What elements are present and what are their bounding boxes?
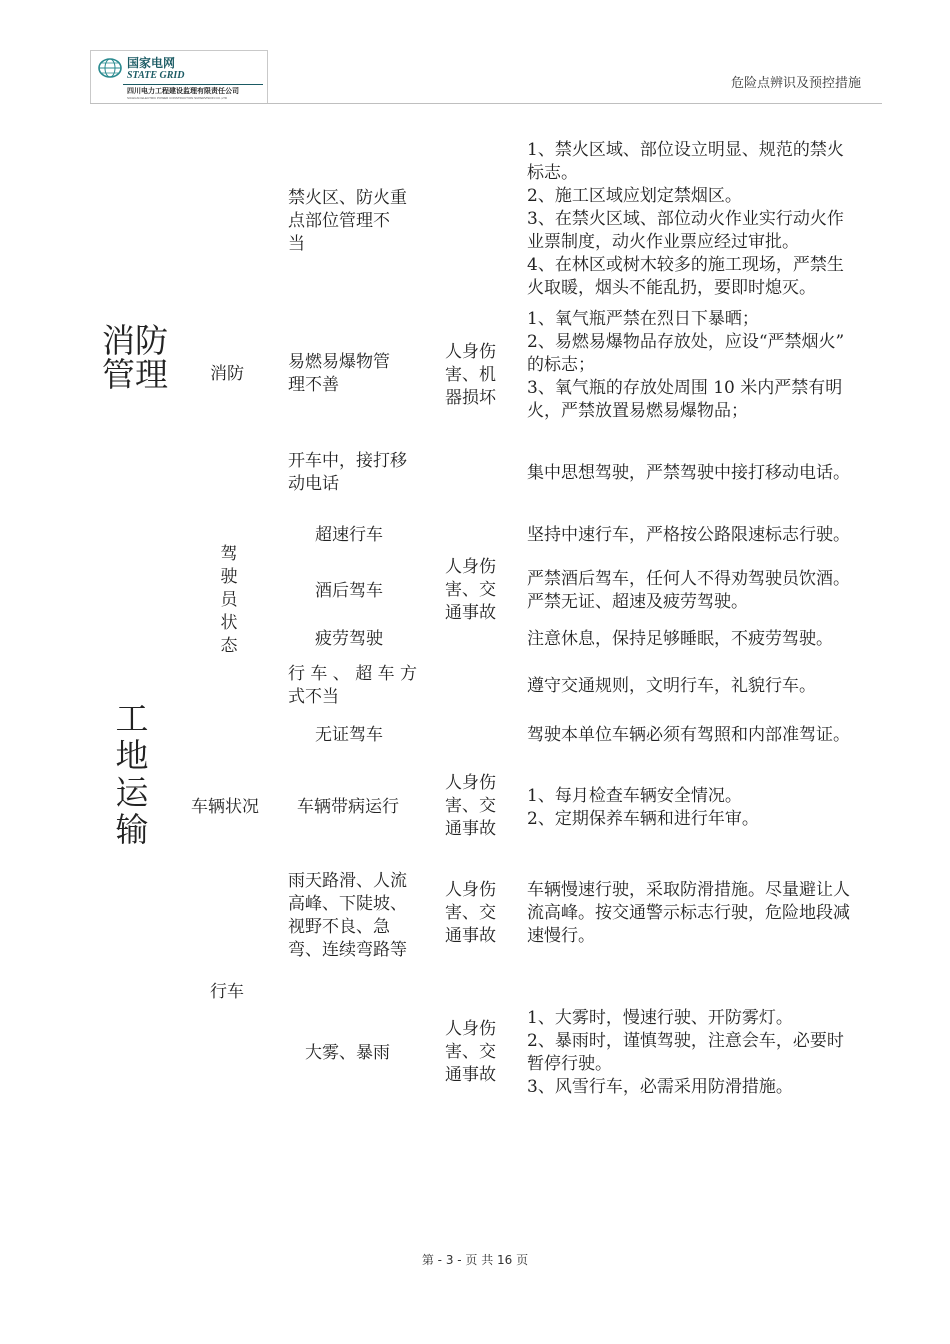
measures-cell: 集中思想驾驶，严禁驾驶中接打移动电话。 — [527, 463, 850, 483]
measures-cell: 1、大雾时，慢速行驶、开防雾灯。 2、暴雨时，谨慎驾驶，注意会车，必要时 暂停行驶。 3、风雪行车，必需采用防滑措施。 — [527, 1008, 844, 1097]
page-number: 第 - 3 - 页 共 16 页 — [421, 1253, 529, 1267]
hazard-cell: 大雾、暴雨 — [305, 1043, 390, 1063]
subcategory-fire: 消防 — [210, 364, 244, 384]
hazard-cell: 禁火区、防火重 点部位管理不 当 — [288, 188, 407, 254]
logo-divider — [123, 84, 263, 85]
consequence-cell: 人身伤 害、交 通事故 — [445, 880, 496, 946]
document-title: 危险点辨识及预控措施 — [731, 76, 862, 91]
hazard-cell: 超速行车 — [315, 525, 383, 545]
logo-company-en: SICHUAN ELECTRIC POWER CONSTRUCTION SUPERVISION CO.,LTD — [127, 96, 228, 100]
consequence-cell: 人身伤 害、交 通事故 — [445, 1019, 496, 1085]
subcategory-driving: 行车 — [210, 982, 244, 1002]
logo-company: 四川电力工程建设监理有限责任公司 — [127, 87, 239, 95]
consequence-cell: 人身伤 害、交 通事故 — [445, 557, 496, 623]
subcategory-vehicle-condition: 车辆状况 — [191, 797, 259, 817]
measures-cell: 注意休息，保持足够睡眠，不疲劳驾驶。 — [527, 629, 833, 649]
measures-cell: 1、每月检查车辆安全情况。 2、定期保养车辆和进行年审。 — [527, 786, 759, 829]
logo-name-en: STATE GRID — [127, 70, 185, 81]
consequence-cell: 人身伤 害、机 器损坏 — [445, 342, 496, 408]
hazard-cell: 雨天路滑、人流 高峰、下陡坡、 视野不良、急 弯、连续弯路等 — [288, 871, 407, 960]
hazard-cell: 无证驾车 — [315, 725, 383, 745]
measures-cell: 遵守交通规则，文明行车，礼貌行车。 — [527, 676, 816, 696]
globe-icon — [97, 57, 123, 79]
category-fire-management — [102, 321, 168, 394]
subcategory-driver-state: 驾 驶 员 状 态 — [220, 544, 238, 656]
category-site-transport: 工 地 运 输 — [115, 699, 149, 849]
hazard-cell: 车辆带病运行 — [297, 797, 399, 817]
hazard-cell: 行 车 、 超 车 方 式不当 — [288, 664, 418, 707]
category-line: 管理 — [102, 355, 168, 394]
logo-name-cn: 国家电网 — [127, 56, 176, 70]
measures-cell: 1、氧气瓶严禁在烈日下暴晒； 2、易燃易爆物品存放处，应设“严禁烟火” 的标志； 3、氧气瓶的存放处周围 10 米内严禁有明 火，严禁放置易燃易爆物品； — [527, 309, 845, 421]
consequence-cell: 人身伤 害、交 通事故 — [445, 773, 496, 839]
state-grid-logo — [90, 50, 268, 104]
measures-cell: 1、禁火区域、部位设立明显、规范的禁火 标志。 2、施工区域应划定禁烟区。 3、在禁火区域、部位动火作业实行动火作 业票制度，动火作业票应经过审批。 4、在林区或树木较多的施工现场，严禁生 火取暖，烟头不能乱扔，要即时熄灭。 — [527, 140, 844, 298]
hazard-cell: 酒后驾车 — [315, 581, 383, 601]
header-divider — [90, 103, 882, 104]
measures-cell: 车辆慢速行驶，采取防滑措施。尽量避让人 流高峰。按交通警示标志行驶，危险地段减 速慢行。 — [527, 880, 850, 946]
hazard-cell: 疲劳驾驶 — [315, 629, 383, 649]
measures-cell: 严禁酒后驾车，任何人不得劝驾驶员饮酒。 严禁无证、超速及疲劳驾驶。 — [527, 569, 850, 612]
hazard-cell: 开车中，接打移 动电话 — [288, 451, 407, 494]
measures-cell: 坚持中速行车，严格按公路限速标志行驶。 — [527, 525, 850, 545]
category-line: 消防 — [102, 321, 168, 360]
measures-cell: 驾驶本单位车辆必须有驾照和内部准驾证。 — [527, 725, 850, 745]
hazard-cell: 易燃易爆物管 理不善 — [288, 352, 390, 395]
